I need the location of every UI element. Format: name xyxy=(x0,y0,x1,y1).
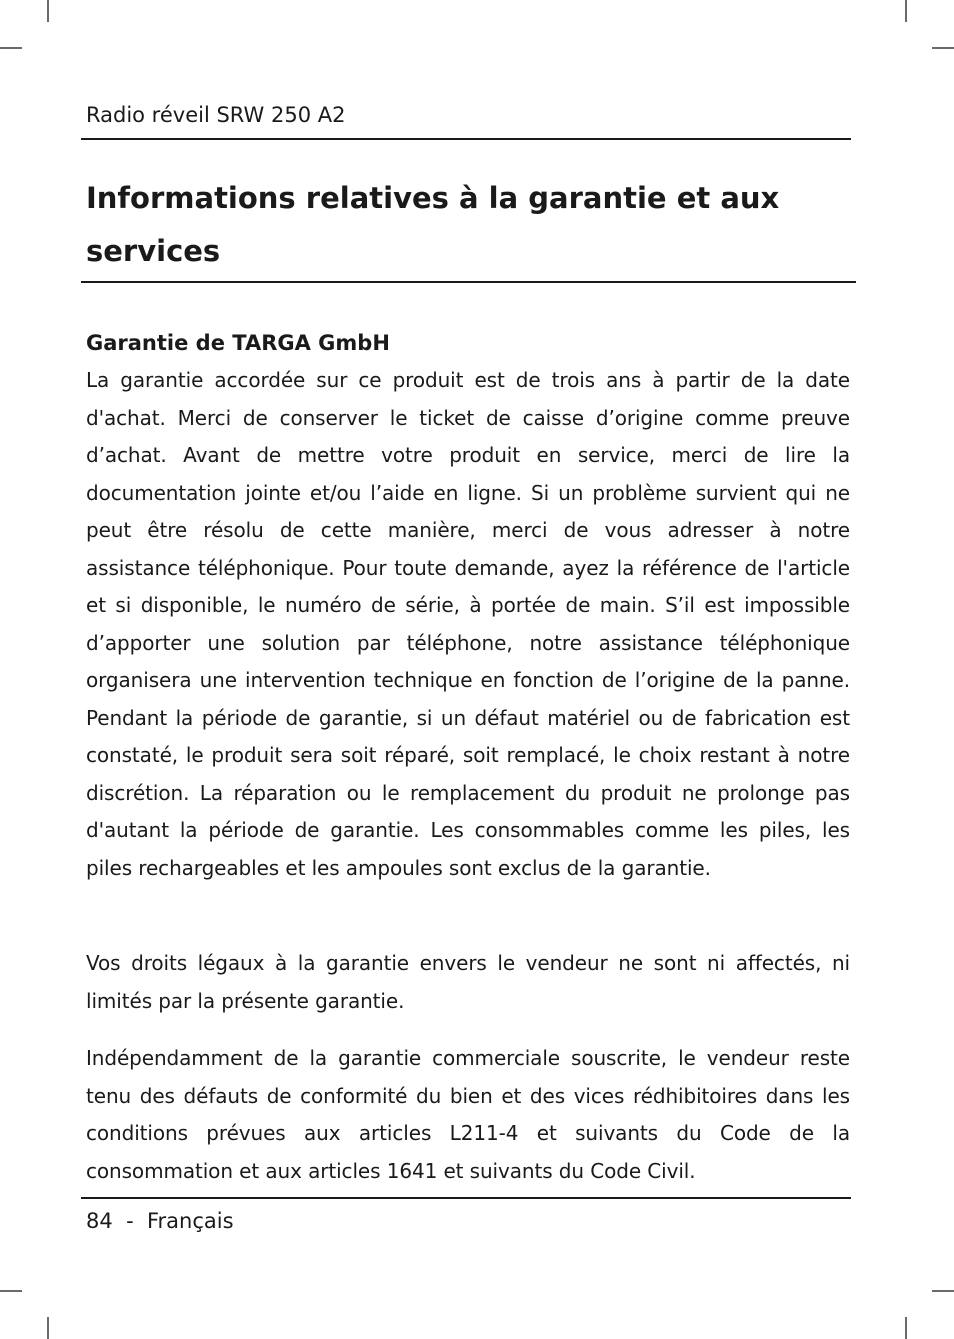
paragraph-warranty-terms: La garantie accordée sur ce produit est de trois ans à partir de la date d'achat. Merci de conserver le ticket de caisse d’origine comme preuve d’achat. Avant de mettre votre produit en service, merci de lire la documentation jointe et/ou l’aide en ligne. Si un problème survient qui ne peut être résolu de cette manière, merci de vous adresser à notre assistance téléphonique. Pour toute demande, ayez la référence de l'article et si disponible, le numéro de série, à portée de main. S’il est impossible d’apporter une solution par téléphone, notre assistance téléphonique organisera une intervention technique en fonction de l’origine de la panne. Pendant la période de garantie, si un défaut matériel ou de fabrication est constaté, le produit sera soit réparé, soit remplacé, le choix restant à notre discrétion. La réparation ou le remplacement du produit ne prolonge pas d'autant la période de garantie. Les consommables comme les piles, les piles rechargeables et les ampoules sont exclus de la garantie. xyxy=(86,368,850,880)
crop-mark-bottom-left xyxy=(47,1317,49,1339)
crop-mark-top-left-h xyxy=(0,47,22,49)
crop-mark-top-right-h xyxy=(932,47,954,49)
crop-mark-bottom-right-h xyxy=(932,1290,954,1292)
paragraph-conformity: Indépendamment de la garantie commerciale souscrite, le vendeur reste tenu des défauts de conformité du bien et des vices rédhibitoires dans les conditions prévues aux articles L211-4 et suivants du Code de la consommation et aux articles 1641 et suivants du Code Civil. xyxy=(86,1046,850,1183)
section-subtitle: Garantie de TARGA GmbH xyxy=(86,331,390,355)
section-title: Informations relatives à la garantie et aux services xyxy=(86,181,780,268)
running-header: Radio réveil SRW 250 A2 xyxy=(86,103,346,127)
title-rule xyxy=(81,281,856,283)
crop-mark-bottom-right xyxy=(905,1317,907,1339)
page-footer: 84 - Français xyxy=(86,1209,234,1233)
paragraph-legal-rights: Vos droits légaux à la garantie envers le vendeur ne sont ni affectés, ni limités par la présente garantie. xyxy=(86,951,850,1013)
crop-mark-top-left xyxy=(47,0,49,22)
footer-rule xyxy=(81,1197,851,1199)
crop-mark-bottom-left-h xyxy=(0,1290,22,1292)
header-rule xyxy=(81,138,851,140)
crop-mark-top-right xyxy=(905,0,907,22)
